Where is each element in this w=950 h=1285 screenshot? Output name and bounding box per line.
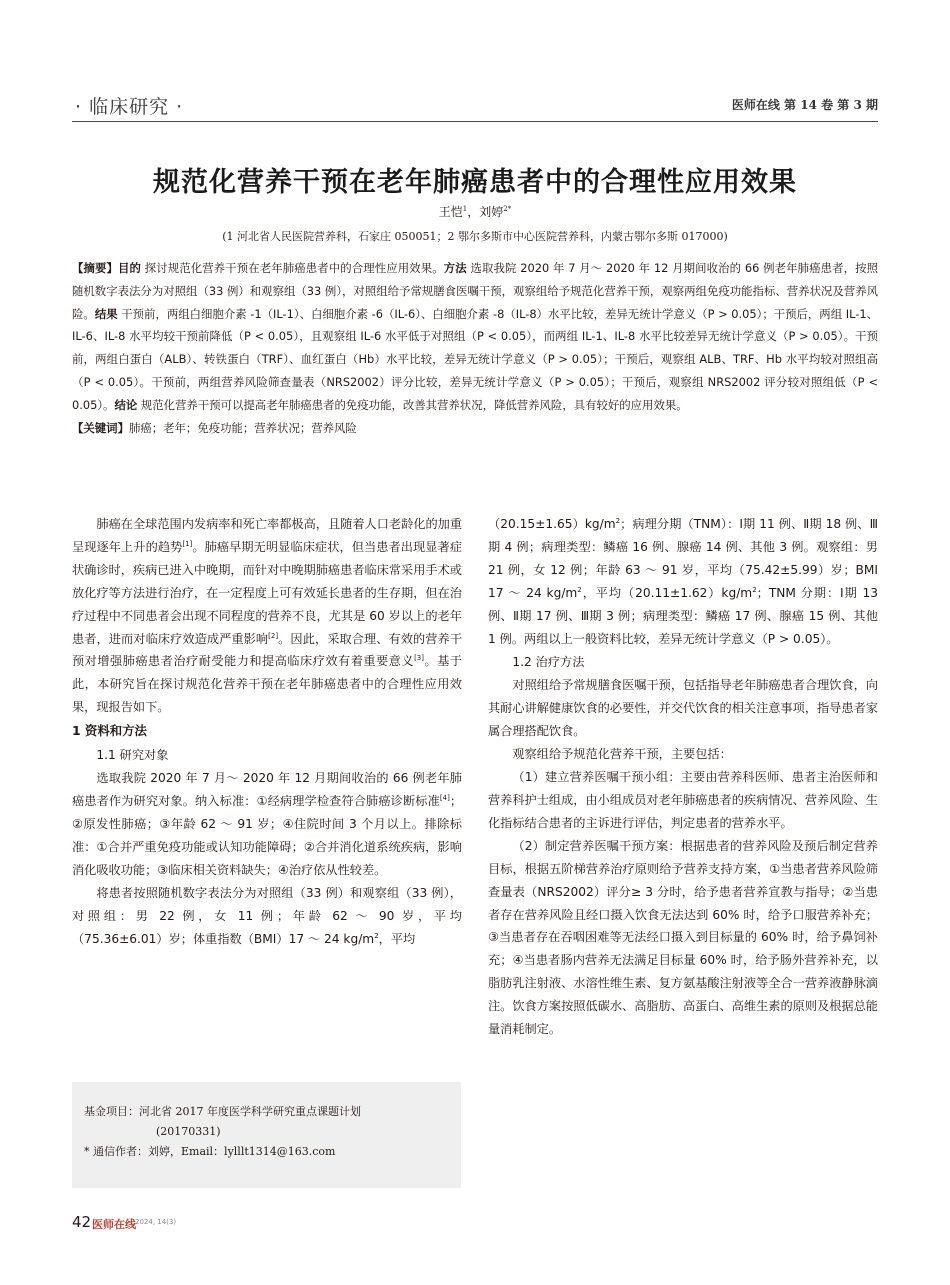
superscript-2: 2 xyxy=(374,931,379,940)
heading-subjects: 1.1 研究对象 xyxy=(96,748,169,763)
purpose-text: 探讨规范化营养干预在老年肺癌患者中的合理性应用效果。 xyxy=(141,261,444,275)
control-paragraph: 对照组给予常规膳食医嘱干预，包括指导老年肺癌患者合理饮食，向其耐心讲解健康饮食的必要性，并交代饮食的相关注意事项，指导患者家属合理搭配饮食。 xyxy=(488,678,879,739)
ref-4: [4] xyxy=(439,794,450,802)
grouping-paragraph xyxy=(72,882,462,951)
grouping-cont-2: ；病理分期（TNM）：Ⅰ期 11 例、Ⅱ期 18 例、Ⅲ期 4 例；病理类型：鳞癌 16 例、腺癌 14 例、其他 3 例。观察组：男 21 例，女 12 例；年龄 63 ～ 91 岁，平均（75.42±5.99）岁；BMI 17 ～ 24 kg/m xyxy=(488,517,878,600)
grouping-cont-4: ；TNM 分期：Ⅰ期 13 例、Ⅱ期 17 例、Ⅲ期 3 例；病理类型：鳞癌 17 例、腺癌 15 例、其他 1 例。两组以上一般资料比较，差异无统计学意义（P > 0.05）。 xyxy=(488,585,878,646)
grouping-cont-3: ，平均（20.11±1.62）kg/m xyxy=(581,585,753,600)
method-heading: 方法 xyxy=(443,261,467,275)
intro-text-1: 肺癌在全球范围内发病率和死亡率都极高，且随着人口老龄化的加重呈现逐年上升的趋势 xyxy=(72,517,463,554)
method-text: 选取我院 2020 年 7 月～ 2020 年 12 月期间收治的 66 例老年肺癌患者，按照随机数字表法分为对照组（33 例）和观察组（33 例），对照组给予常规膳食医嘱干预，观察组给予规范化营养干预，观察两组免疫功能指标、营养状况及营养风险。 xyxy=(72,261,878,321)
purpose-heading: 目的 xyxy=(118,261,142,275)
abstract-body xyxy=(72,257,878,417)
header-rule xyxy=(72,121,878,122)
intro-paragraph xyxy=(72,513,462,719)
fund-label: 基金项目：河北省 2017 年度医学科学研究重点课题计划 xyxy=(84,1105,361,1118)
journal-logo: 医师在线 xyxy=(92,1218,136,1231)
journal-issue: 医师在线 第 14 卷 第 3 期 xyxy=(731,98,878,112)
author-2: ，刘婷 xyxy=(467,205,504,219)
grouping-text-2: ，平均 xyxy=(378,931,416,946)
keywords-text: 肺癌；老年；免疫功能；营养状况；营养风险 xyxy=(128,420,357,435)
footnote-box xyxy=(72,1082,461,1188)
result-heading: 结果 xyxy=(94,306,118,321)
keywords xyxy=(72,417,878,440)
heading-treatment: 1.2 治疗方法 xyxy=(512,655,585,670)
grouping-text-1: 将患者按照随机数字表法分为对照组（33 例）和观察组（33 例），对照组：男 22 例，女 11 例；年龄 62 ～ 90 岁，平均（75.36±6.01）岁；体重指数（BMI）17 ～ 24 kg/m xyxy=(72,885,462,946)
intro-text-2: 。肺癌早期无明显临床症状，但当患者出现显著症状确诊时，疾病已进入中晚期，而针对中晚期肺癌患者临床常采用手术或放化疗等方法进行治疗，在一定程度上可有效延长患者的生存期，但在治疗过程中不同患者会出现不同程度的营养不良，尤其是 60 岁以上的老年患者，进而对临床疗效造成严重影响 xyxy=(72,539,463,646)
subjects-text-2: ；②原发性肺癌；③年龄 62 ～ 91 岁；④住院时间 3 个月以上。排除标准：①合并严重免疫功能或认知功能障碍；②合并消化道系统疾病，影响消化吸收功能；③临床相关资料缺失；④治疗依从性较差。 xyxy=(72,794,462,877)
fund-id: (20170331) xyxy=(156,1125,221,1138)
right-column xyxy=(488,513,878,1041)
article-title: 规范化营养干预在老年肺癌患者中的合理性应用效果 xyxy=(153,167,797,198)
superscript-2: 2 xyxy=(752,585,757,594)
ref-2: [2] xyxy=(268,631,279,640)
grouping-cont-1: （20.15±1.65）kg/m xyxy=(488,517,616,531)
left-column xyxy=(72,513,462,950)
superscript-2: 2 xyxy=(615,516,621,525)
affiliations: (1 河北省人民医院营养科，石家庄 050051；2 鄂尔多斯市中心医院营养科，内蒙古鄂尔多斯 017000) xyxy=(222,230,728,243)
author-1-affil: 1 xyxy=(462,205,468,213)
heading-methods: 1 资料和方法 xyxy=(72,723,147,739)
superscript-2: 2 xyxy=(577,585,582,594)
conclusion-heading: 结论 xyxy=(114,397,138,412)
conclusion-text: 规范化营养干预可以提高老年肺癌患者的免疫功能，改善其营养状况，降低营养风险，具有较好的应用效果。 xyxy=(137,397,688,412)
abstract-label: 【摘要】 xyxy=(72,261,119,275)
intro-text-3: 。因此，采取合理、有效的营养干预对增强肺癌患者治疗耐受能力和提高临床疗效有着重要意义 xyxy=(72,631,463,669)
observation-paragraph: 观察组给予规范化营养干预，主要包括： xyxy=(512,747,732,762)
ref-1: [1] xyxy=(182,539,193,548)
ref-3: [3] xyxy=(414,654,424,663)
subjects-text-1: 选取我院 2020 年 7 月～ 2020 年 12 月期间收治的 66 例老年肺癌患者作为研究对象。纳入标准：①经病理学检查符合肺癌诊断标准 xyxy=(72,771,462,809)
author-2-affil: 2* xyxy=(503,205,512,213)
author-1: 王恺 xyxy=(438,205,463,219)
step-2-paragraph: （2）制定营养医嘱干预方案：根据患者的营养风险及预后制定营养目标，根据五阶梯营养治疗原则给予营养支持方案，①当患者营养风险筛查量表（NRS2002）评分≥ 3 分时，给予患者营养宣教与指导；②当患者存在营养风险且经口摄入饮食无法达到 60% 时，给予口服营养补充；③当患者存在吞咽困难等无法经口摄入到目标量的 60% 时，给予鼻饲补充；④当患者肠内营养无法满足目标量 60% 时，给予肠外营养补充，以脂肪乳注射液、水溶性维生素、复方氨基酸注射液等全合一营养液静脉滴注。饮食方案按照低碳水、高脂肪、高蛋白、高维生素的原则及根据总能量消耗制定。 xyxy=(488,838,878,1037)
subjects-paragraph xyxy=(72,767,462,882)
step-1-paragraph: （1）建立营养医嘱干预小组：主要由营养科医师、患者主治医师和营养科护士组成，由小组成员对老年肺癌患者的疾病情况、营养风险、生化指标结合患者的主诉进行评估，判定患者的营养水平。 xyxy=(488,770,878,830)
authors xyxy=(0,203,950,220)
grouping-continued xyxy=(488,513,878,650)
section-label: · 临床研究 · xyxy=(75,96,184,118)
abstract xyxy=(72,257,878,439)
keywords-label: 【关键词】 xyxy=(72,420,129,435)
corresponding-author: * 通信作者：刘婷，Email：lylllt1314@163.com xyxy=(84,1145,336,1158)
result-text: 干预前，两组白细胞介素 -1（IL-1）、白细胞介素 -6（IL-6）、白细胞介素 -8（IL-8）水平比较，差异无统计学意义（P > 0.05）；干预后，两组 IL-1、IL-6、IL-8 水平均较干预前降低（P < 0.05），且观察组 IL-6 水平低于对照组（P < 0.05），而两组 IL-1、IL-8 水平比较差异无统计学意义（P > 0.05）。干预前，两组白蛋白（ALB）、转铁蛋白（TRF）、血红蛋白（Hb）水平比较，差异无统计学意义（P > 0.05）；干预后，观察组 ALB、TRF、Hb 水平均较对照组高（P < 0.05）。干预前，两组营养风险筛查量表（NRS2002）评分比较，差异无统计学意义（P > 0.05）；干预后，观察组 NRS2002 评分较对照组低（P < 0.05）。 xyxy=(72,306,878,412)
intro-text-4: 。基于此，本研究旨在探讨规范化营养干预在老年肺癌患者中的合理性应用效果，现报告如下。 xyxy=(72,654,463,715)
page-number: 42 xyxy=(72,1213,92,1231)
issue-info: 2024, 14(3) xyxy=(135,1218,177,1226)
